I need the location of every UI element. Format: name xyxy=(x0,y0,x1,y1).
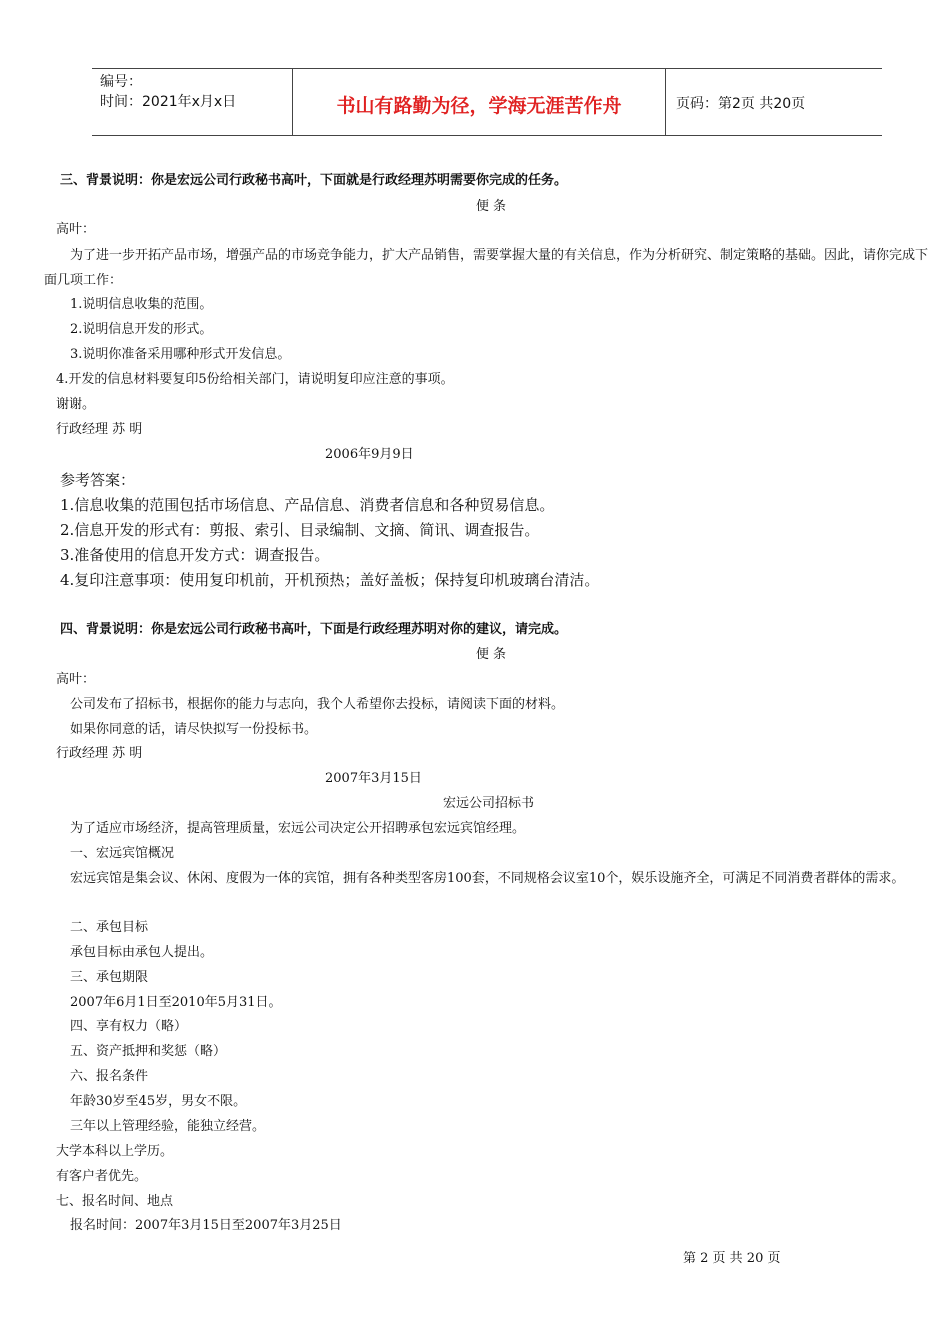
header-page-number: 页码：第2页 共20页 xyxy=(676,96,806,112)
section3-task-1: 1.说明信息收集的范围。 xyxy=(70,297,213,312)
tender-heading-7: 七、报名时间、地点 xyxy=(56,1194,174,1209)
section3-task-2: 2.说明信息开发的形式。 xyxy=(70,322,213,337)
tender-registration-time: 报名时间：2007年3月15日至2007年3月25日 xyxy=(70,1218,342,1233)
section3-memo-title: 便 条 xyxy=(475,199,507,214)
section4-memo-title: 便 条 xyxy=(475,647,507,662)
header-page-cell xyxy=(666,69,882,135)
answer-2: 2.信息开发的形式有：剪报、索引、目录编制、文摘、简讯、调查报告。 xyxy=(60,521,540,539)
section3-date: 2006年9月9日 xyxy=(325,447,414,462)
header-info-cell xyxy=(92,69,293,135)
section3-task-4: 4.开发的信息材料要复印5份给相关部门，请说明复印应注意的事项。 xyxy=(56,372,454,387)
tender-heading-6: 六、报名条件 xyxy=(70,1069,149,1084)
section4-salutation: 高叶： xyxy=(56,672,96,687)
tender-paragraph-1: 宏远宾馆是集会议、休闲、度假为一体的宾馆，拥有各种类型客房100套，不同规格会议室10个，娱乐设施齐全，可满足不同消费者群体的需求。 xyxy=(70,871,905,886)
section4-line-2: 如果你同意的话，请尽快拟写一份投标书。 xyxy=(70,722,318,737)
section3-thanks: 谢谢。 xyxy=(56,397,96,412)
tender-condition-4: 有客户者优先。 xyxy=(56,1169,148,1184)
tender-heading-3: 三、承包期限 xyxy=(70,970,149,985)
tender-condition-3: 大学本科以上学历。 xyxy=(56,1144,174,1159)
answer-1: 1.信息收集的范围包括市场信息、产品信息、消费者信息和各种贸易信息。 xyxy=(60,496,555,514)
tender-paragraph-3: 2007年6月1日至2010年5月31日。 xyxy=(70,995,282,1010)
tender-heading-1: 一、宏远宾馆概况 xyxy=(70,846,175,861)
tender-paragraph-2: 承包目标由承包人提出。 xyxy=(70,945,214,960)
section4-date: 2007年3月15日 xyxy=(325,771,422,786)
section3-title: 三、背景说明：你是宏远公司行政秘书高叶，下面就是行政经理苏明需要你完成的任务。 xyxy=(60,173,568,188)
tender-heading-5: 五、资产抵押和奖惩（略） xyxy=(70,1044,227,1059)
section3-task-3: 3.说明你准备采用哪种形式开发信息。 xyxy=(70,347,291,362)
page-header xyxy=(92,68,882,136)
section3-signature: 行政经理 苏 明 xyxy=(56,422,143,437)
document-number-label: 编号： xyxy=(100,74,142,90)
header-motto-cell xyxy=(293,69,666,135)
page-footer: 第 2 页 共 20 页 xyxy=(683,1251,781,1266)
section4-title: 四、背景说明：你是宏远公司行政秘书高叶，下面是行政经理苏明对你的建议，请完成。 xyxy=(60,622,568,637)
tender-doc-title: 宏远公司招标书 xyxy=(443,796,535,811)
answer-4: 4.复印注意事项：使用复印机前，开机预热；盖好盖板；保持复印机玻璃台清洁。 xyxy=(60,571,600,589)
section4-signature: 行政经理 苏 明 xyxy=(56,746,143,761)
section3-memo-body: 为了进一步开拓产品市场，增强产品的市场竞争能力，扩大产品销售，需要掌握大量的有关信息，作为分析研究、制定策略的基础。因此，请你完成下面几项工作： xyxy=(44,248,929,288)
header-motto: 书山有路勤为径，学海无涯苦作舟 xyxy=(336,95,622,117)
tender-condition-1: 年龄30岁至45岁，男女不限。 xyxy=(70,1094,247,1109)
section3-salutation: 高叶： xyxy=(56,222,96,237)
answer-3: 3.准备使用的信息开发方式：调查报告。 xyxy=(60,546,330,564)
tender-intro: 为了适应市场经济，提高管理质量，宏远公司决定公开招聘承包宏远宾馆经理。 xyxy=(70,821,526,836)
tender-condition-2: 三年以上管理经验，能独立经营。 xyxy=(70,1119,266,1134)
tender-heading-2: 二、承包目标 xyxy=(70,920,149,935)
tender-heading-4: 四、享有权力（略） xyxy=(70,1019,188,1034)
document-time-label: 时间：2021年x月x日 xyxy=(100,94,237,110)
answer-title: 参考答案： xyxy=(60,471,136,489)
section4-line-1: 公司发布了招标书，根据你的能力与志向，我个人希望你去投标，请阅读下面的材料。 xyxy=(70,697,565,712)
